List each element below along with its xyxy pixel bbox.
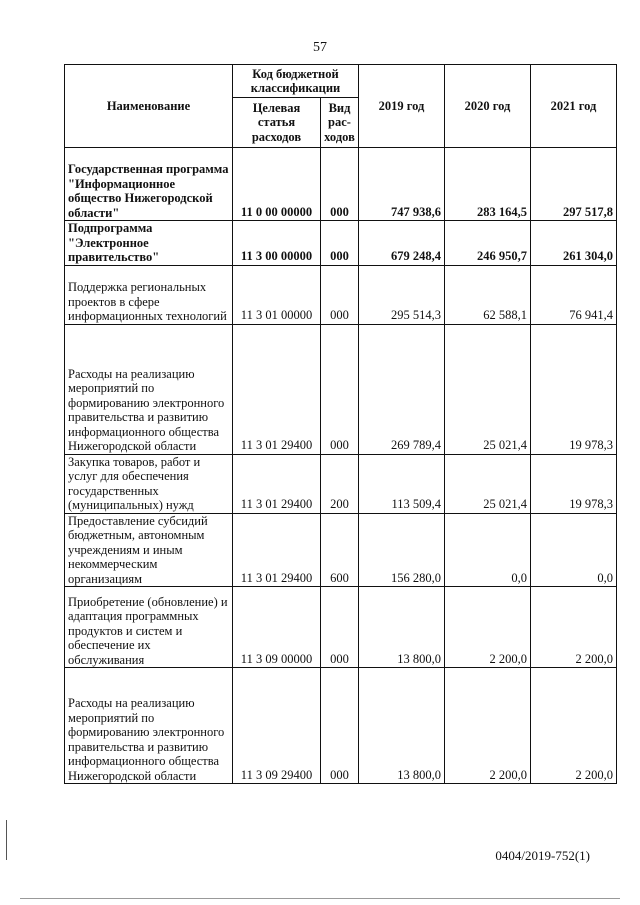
row-expense-type: 000 xyxy=(321,265,359,324)
table-row xyxy=(65,148,617,221)
row-target-code: 11 3 00 00000 xyxy=(233,221,321,266)
header-2020: 2020 год xyxy=(445,65,531,148)
table-row xyxy=(65,324,617,454)
row-value-2019: 679 248,4 xyxy=(359,221,445,266)
header-2021: 2021 год xyxy=(531,65,617,148)
table-row xyxy=(65,513,617,587)
row-value-2019: 156 280,0 xyxy=(359,513,445,587)
row-value-2019: 269 789,4 xyxy=(359,324,445,454)
row-value-2021: 297 517,8 xyxy=(531,148,617,221)
row-value-2021: 261 304,0 xyxy=(531,221,617,266)
row-target-code: 11 3 09 00000 xyxy=(233,587,321,668)
row-value-2019: 747 938,6 xyxy=(359,148,445,221)
row-name: Государственная программа "Информационное общество Нижегородской области" xyxy=(65,148,233,221)
row-value-2021: 0,0 xyxy=(531,513,617,587)
header-code-group: Код бюджетной классификации xyxy=(233,65,359,98)
row-name: Расходы на реализацию мероприятий по формированию электронного правительства и развитию информационного общества Нижегородской области xyxy=(65,668,233,784)
row-target-code: 11 3 01 00000 xyxy=(233,265,321,324)
scan-edge-mark xyxy=(6,820,7,860)
table-row xyxy=(65,668,617,784)
row-name: Приобретение (обновление) и адаптация программных продуктов и систем и обеспечение их обслуживания xyxy=(65,587,233,668)
scan-bottom-line xyxy=(20,898,620,899)
table-row xyxy=(65,454,617,513)
row-value-2020: 25 021,4 xyxy=(445,324,531,454)
header-target: Целевая статья расходов xyxy=(233,98,321,148)
budget-table xyxy=(64,64,617,784)
row-target-code: 11 0 00 00000 xyxy=(233,148,321,221)
table-body xyxy=(65,148,617,784)
row-value-2019: 13 800,0 xyxy=(359,668,445,784)
row-value-2020: 2 200,0 xyxy=(445,668,531,784)
row-value-2021: 19 978,3 xyxy=(531,324,617,454)
table-row xyxy=(65,265,617,324)
row-value-2021: 76 941,4 xyxy=(531,265,617,324)
header-vid: Вид рас-ходов xyxy=(321,98,359,148)
row-value-2020: 62 588,1 xyxy=(445,265,531,324)
row-value-2020: 25 021,4 xyxy=(445,454,531,513)
row-target-code: 11 3 01 29400 xyxy=(233,454,321,513)
row-value-2019: 295 514,3 xyxy=(359,265,445,324)
row-expense-type: 000 xyxy=(321,221,359,266)
row-expense-type: 000 xyxy=(321,587,359,668)
row-value-2020: 283 164,5 xyxy=(445,148,531,221)
page-number: 57 xyxy=(313,40,327,55)
row-value-2019: 13 800,0 xyxy=(359,587,445,668)
header-2019: 2019 год xyxy=(359,65,445,148)
row-expense-type: 000 xyxy=(321,668,359,784)
row-value-2021: 2 200,0 xyxy=(531,587,617,668)
row-expense-type: 200 xyxy=(321,454,359,513)
row-name: Расходы на реализацию мероприятий по формированию электронного правительства и развитию информационного общества Нижегородской области xyxy=(65,324,233,454)
footer-code: 0404/2019-752(1) xyxy=(495,848,590,863)
row-name: Подпрограмма "Электронное правительство" xyxy=(65,221,233,266)
row-value-2020: 2 200,0 xyxy=(445,587,531,668)
row-name: Поддержка региональных проектов в сфере информационных технологий xyxy=(65,265,233,324)
row-value-2020: 0,0 xyxy=(445,513,531,587)
row-target-code: 11 3 09 29400 xyxy=(233,668,321,784)
row-name: Закупка товаров, работ и услуг для обеспечения государственных (муниципальных) нужд xyxy=(65,454,233,513)
row-expense-type: 000 xyxy=(321,148,359,221)
header-name: Наименование xyxy=(65,65,233,148)
row-name: Предоставление субсидий бюджетным, автономным учреждениям и иным некоммерческим организациям xyxy=(65,513,233,587)
row-target-code: 11 3 01 29400 xyxy=(233,513,321,587)
row-value-2020: 246 950,7 xyxy=(445,221,531,266)
row-expense-type: 000 xyxy=(321,324,359,454)
table-row xyxy=(65,221,617,266)
row-expense-type: 600 xyxy=(321,513,359,587)
row-target-code: 11 3 01 29400 xyxy=(233,324,321,454)
table-row xyxy=(65,587,617,668)
row-value-2021: 2 200,0 xyxy=(531,668,617,784)
row-value-2021: 19 978,3 xyxy=(531,454,617,513)
row-value-2019: 113 509,4 xyxy=(359,454,445,513)
